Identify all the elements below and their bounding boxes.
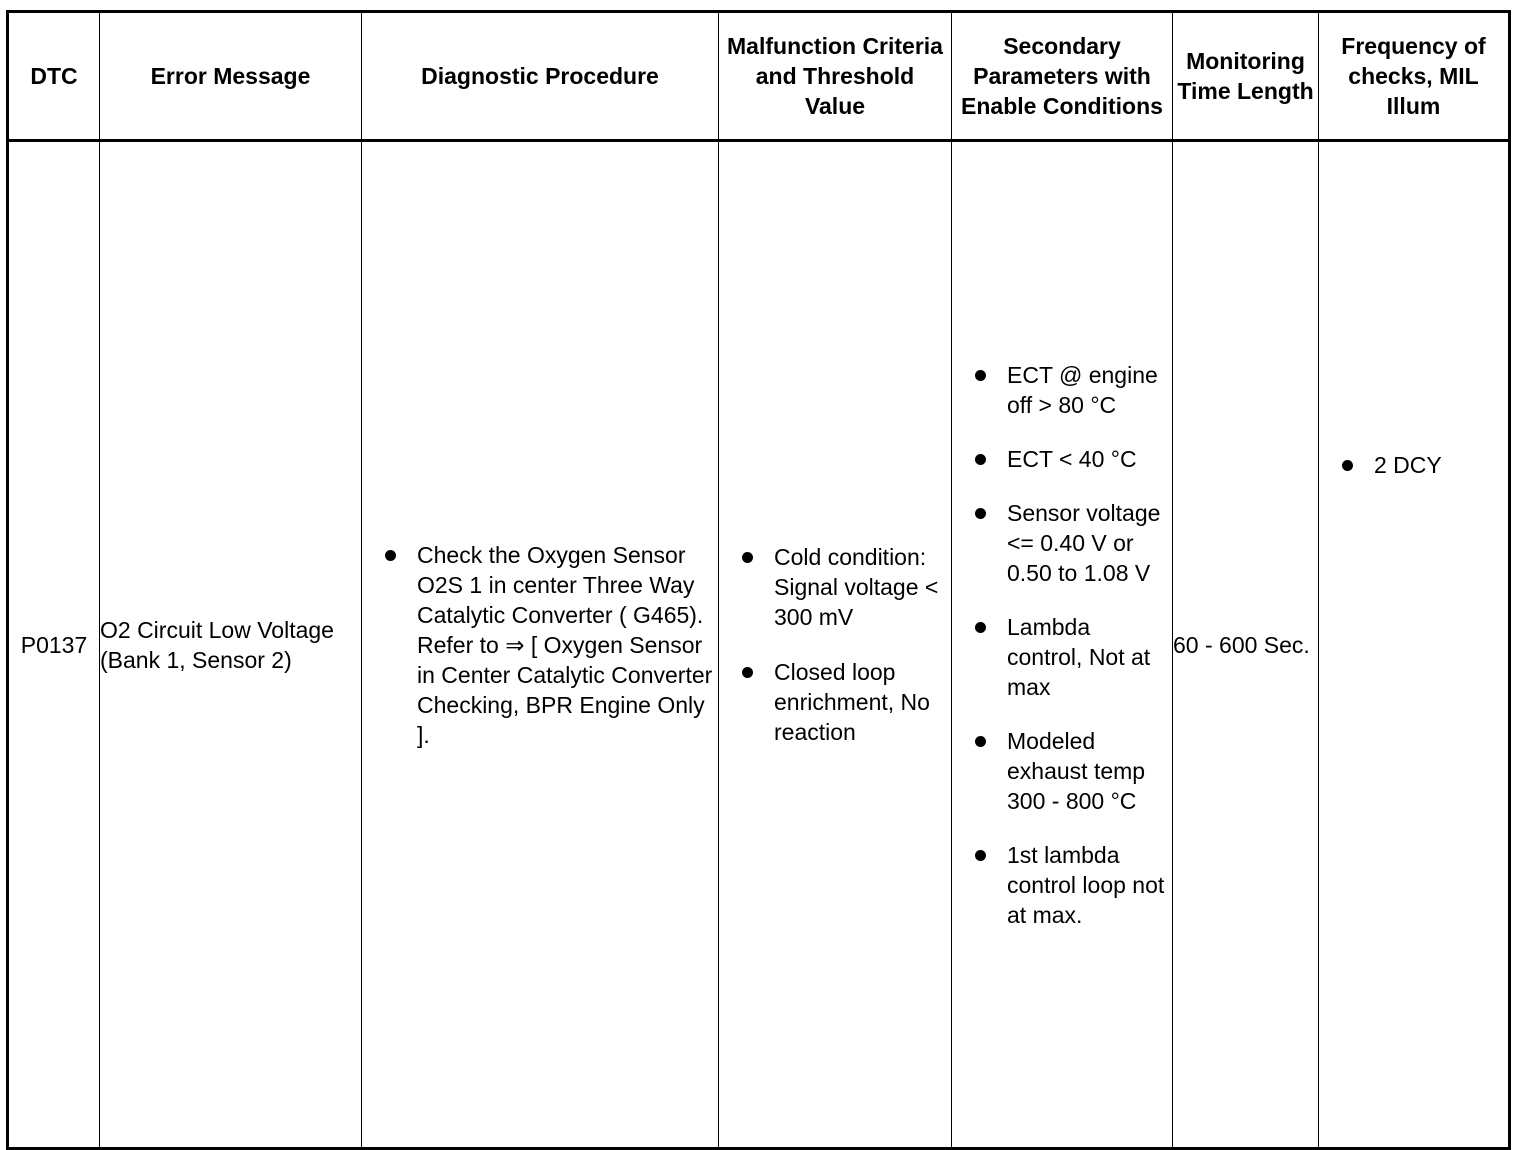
table-row (8, 141, 1510, 1149)
header-monitoring-time: Monitoring Time Length (1173, 12, 1319, 141)
list-item: ECT < 40 °C (952, 444, 1172, 474)
list-item: Modeled exhaust temp 300 - 800 °C (952, 726, 1172, 816)
dtc-table (6, 10, 1511, 1150)
list-item: Lambda control, Not at max (952, 612, 1172, 702)
header-frequency: Frequency of checks, MIL Illum (1319, 12, 1510, 141)
diagnostic-procedure-list (362, 540, 718, 750)
malfunction-list (719, 542, 951, 747)
cell-error-message: O2 Circuit Low Voltage (Bank 1, Sensor 2) (100, 141, 362, 1149)
cell-diagnostic-procedure (362, 141, 719, 1149)
list-item: Sensor voltage <= 0.40 V or 0.50 to 1.08 V (952, 498, 1172, 588)
cell-secondary-parameters (952, 141, 1173, 1149)
cell-malfunction-criteria (719, 141, 952, 1149)
list-item: ECT @ engine off > 80 °C (952, 360, 1172, 420)
list-item: Closed loop enrichment, No reaction (719, 657, 951, 747)
frequency-list (1319, 450, 1508, 480)
header-error-message: Error Message (100, 12, 362, 141)
cell-monitoring-time: 60 - 600 Sec. (1173, 141, 1319, 1149)
list-item: Cold condition: Signal voltage < 300 mV (719, 542, 951, 632)
list-item: Check the Oxygen Sensor O2S 1 in center Three Way Catalytic Converter ( G465). Refer to ⇒ [ Oxygen Sensor in Center Catalytic Converter Checking, BPR Engine Only ]. (362, 540, 718, 750)
header-diagnostic-procedure: Diagnostic Procedure (362, 12, 719, 141)
secondary-parameters-list (952, 360, 1172, 930)
header-secondary-parameters: Secondary Parameters with Enable Conditions (952, 12, 1173, 141)
list-item: 2 DCY (1319, 450, 1508, 480)
header-malfunction-criteria: Malfunction Criteria and Threshold Value (719, 12, 952, 141)
list-item: 1st lambda control loop not at max. (952, 840, 1172, 930)
header-row (8, 12, 1510, 141)
cell-frequency (1319, 141, 1510, 1149)
header-dtc: DTC (8, 12, 100, 141)
cell-dtc: P0137 (8, 141, 100, 1149)
